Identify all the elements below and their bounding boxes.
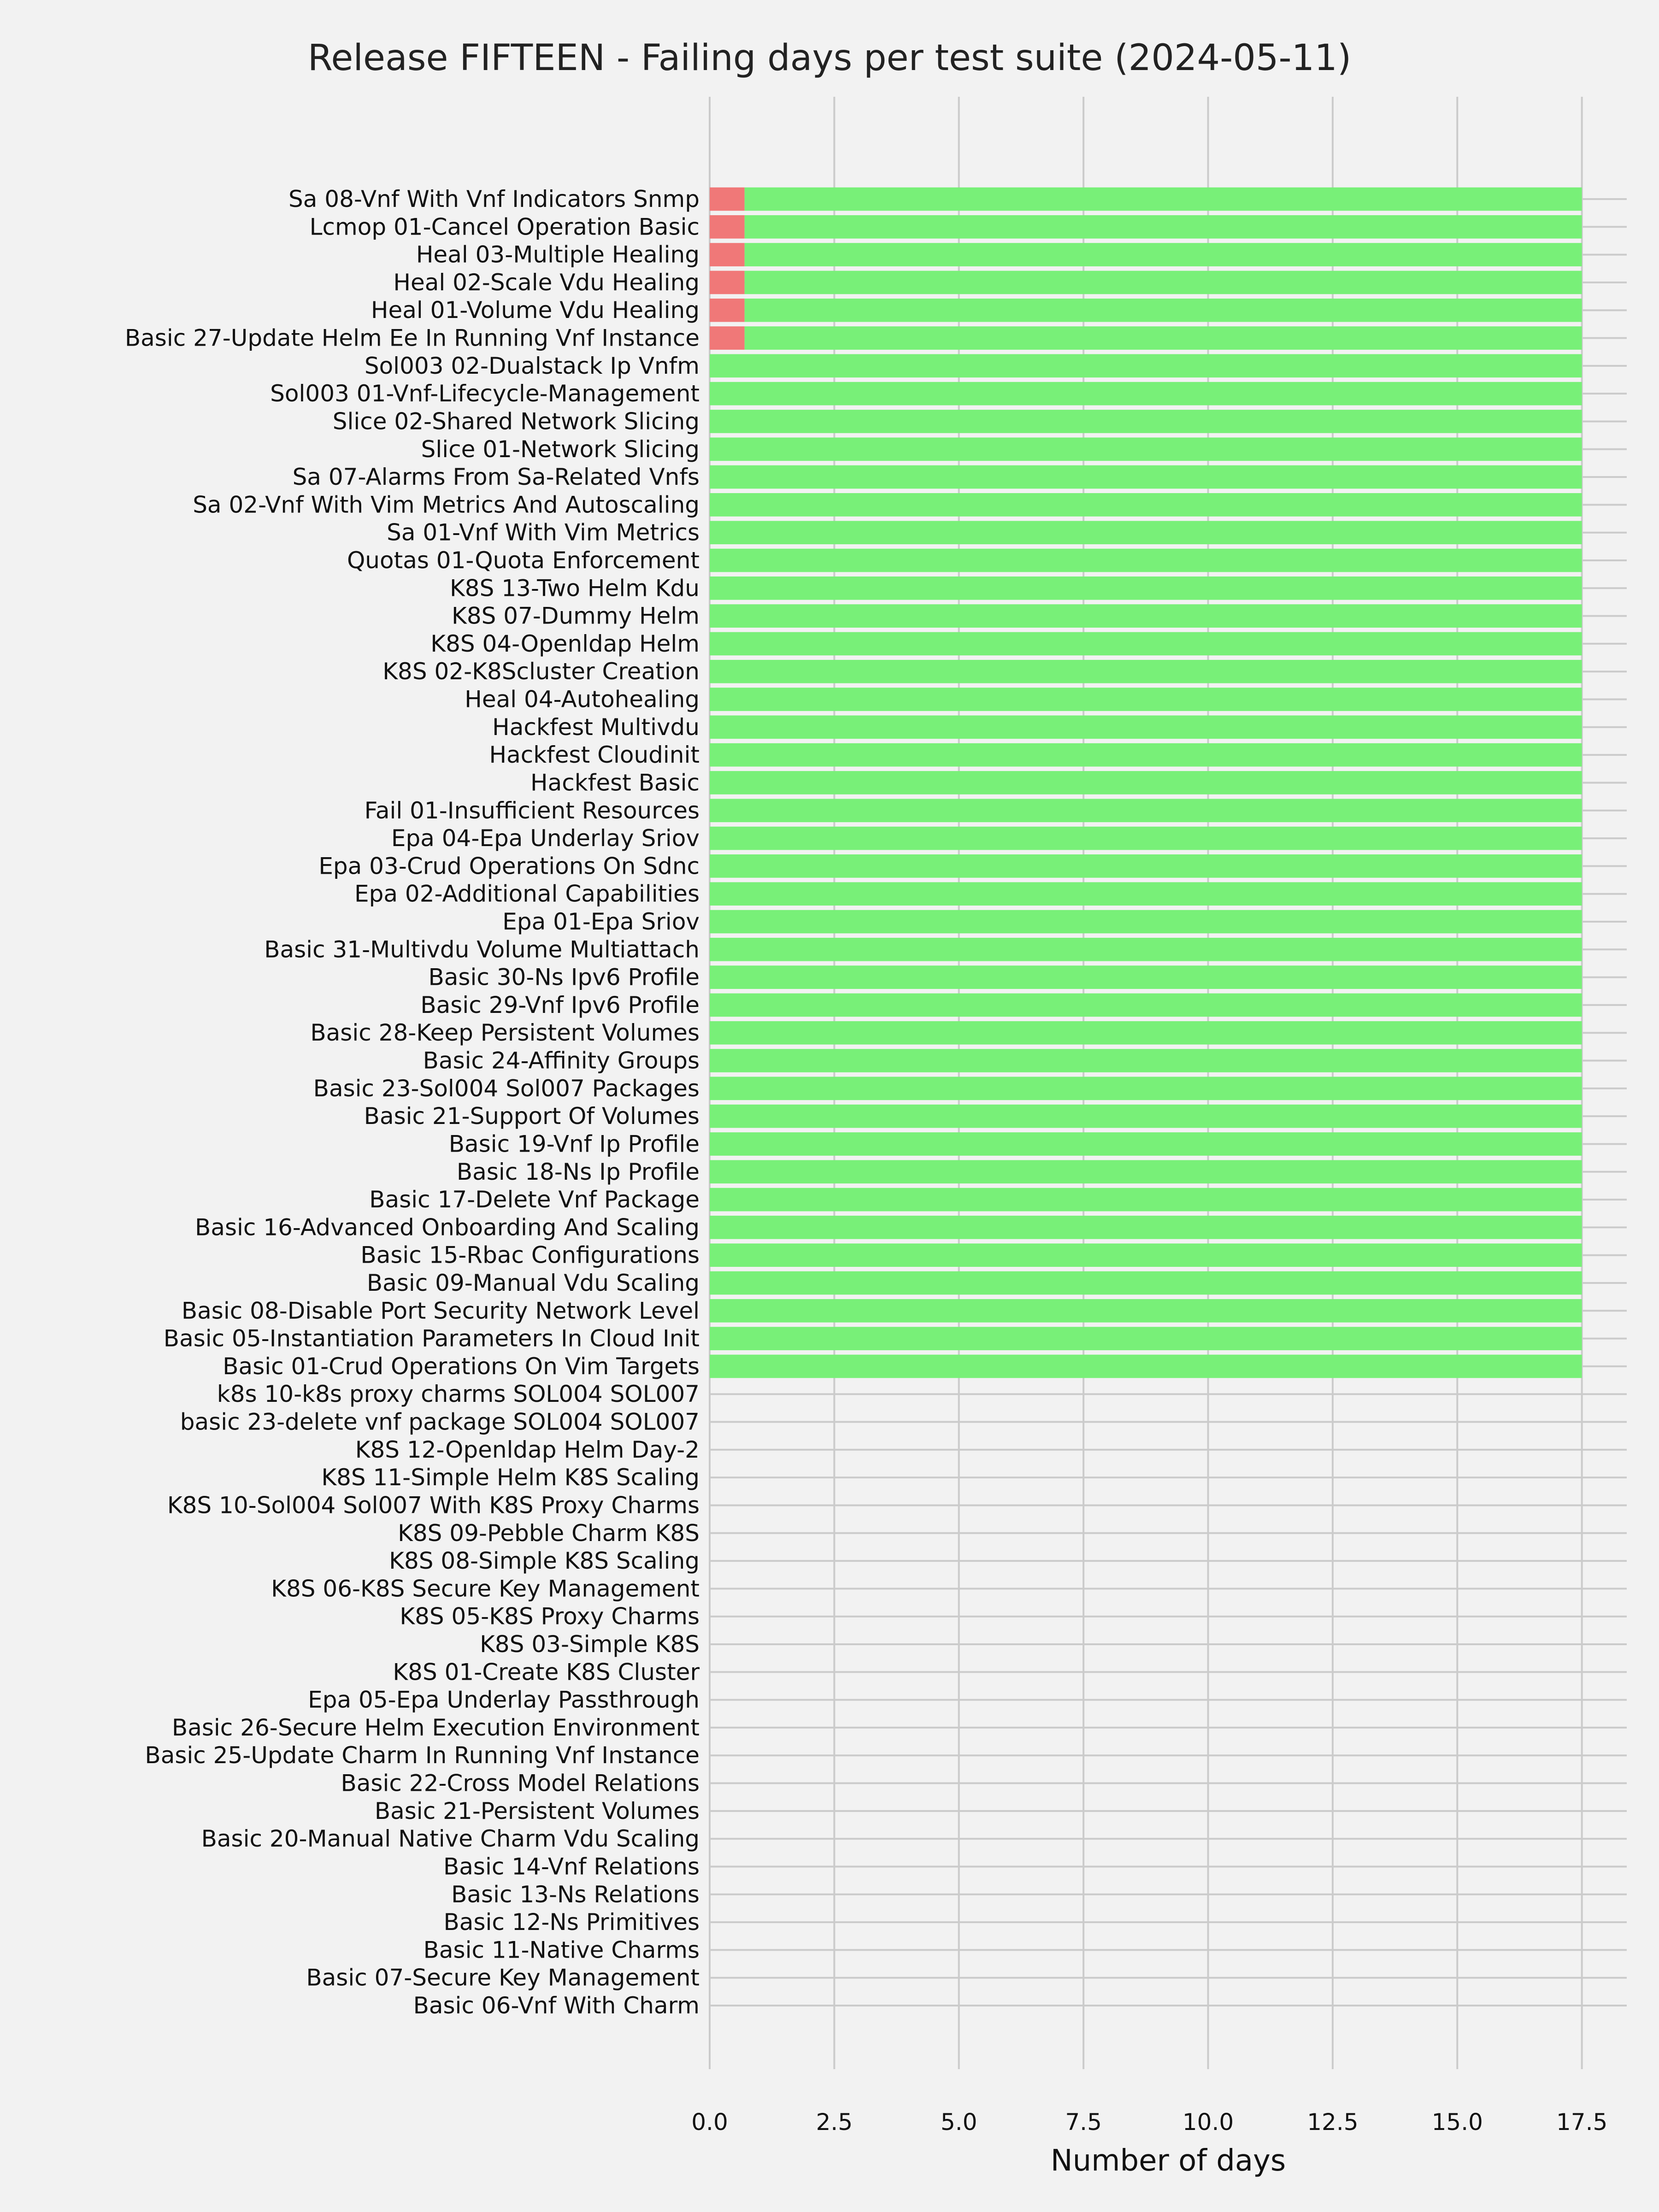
x-tick-label: 12.5 bbox=[1307, 2109, 1359, 2136]
category-label: Basic 19-Vnf Ip Profile bbox=[448, 1130, 700, 1158]
bar-pass bbox=[710, 1327, 1582, 1350]
category-label: Sa 01-Vnf With Vim Metrics bbox=[387, 519, 700, 546]
bar-pass bbox=[710, 660, 1582, 683]
category-label: Basic 07-Secure Key Management bbox=[306, 1964, 700, 1991]
bar-pass bbox=[745, 188, 1582, 211]
bar-pass bbox=[710, 854, 1582, 878]
bar-pass bbox=[710, 437, 1582, 461]
category-label: Heal 04-Autohealing bbox=[465, 686, 700, 713]
chart-title: Release FIFTEEN - Failing days per test suite (2024-05-11) bbox=[307, 37, 1352, 79]
bar-pass bbox=[710, 465, 1582, 489]
category-label: Basic 26-Secure Helm Execution Environment bbox=[171, 1714, 700, 1741]
bar-pass bbox=[710, 827, 1582, 850]
bar-pass bbox=[710, 549, 1582, 572]
bar-pass bbox=[710, 1132, 1582, 1156]
bar-fail bbox=[710, 299, 745, 322]
bar-pass bbox=[710, 910, 1582, 934]
bar-pass bbox=[745, 243, 1582, 266]
category-label: Basic 31-Multivdu Volume Multiattach bbox=[264, 936, 700, 963]
category-label: Epa 03-Crud Operations On Sdnc bbox=[318, 853, 700, 880]
category-label: Heal 02-Scale Vdu Healing bbox=[393, 269, 700, 296]
category-label: Basic 23-Sol004 Sol007 Packages bbox=[313, 1075, 700, 1102]
category-label: Basic 27-Update Helm Ee In Running Vnf Instance bbox=[124, 324, 700, 352]
bar-pass bbox=[710, 632, 1582, 656]
bar-pass bbox=[710, 1049, 1582, 1072]
bar-pass bbox=[710, 1160, 1582, 1183]
category-label: Slice 02-Shared Network Slicing bbox=[332, 408, 700, 435]
bar-pass bbox=[710, 604, 1582, 628]
category-label: Lcmop 01-Cancel Operation Basic bbox=[309, 213, 700, 241]
bar-pass bbox=[710, 1299, 1582, 1323]
x-tick-label: 10.0 bbox=[1182, 2109, 1234, 2136]
category-label: basic 23-delete vnf package SOL004 SOL007 bbox=[180, 1408, 700, 1435]
category-label: Basic 13-Ns Relations bbox=[451, 1881, 700, 1908]
bar-fail bbox=[710, 188, 745, 211]
bar-pass bbox=[710, 1355, 1582, 1378]
bar-pass bbox=[710, 994, 1582, 1017]
category-label: K8S 08-Simple K8S Scaling bbox=[389, 1547, 700, 1575]
x-axis-title: Number of days bbox=[1050, 2144, 1286, 2178]
bar-pass bbox=[710, 743, 1582, 767]
bar-pass bbox=[710, 799, 1582, 822]
category-label: K8S 06-K8S Secure Key Management bbox=[271, 1575, 700, 1602]
bar-fail bbox=[710, 271, 745, 294]
category-label: Basic 11-Native Charms bbox=[423, 1936, 700, 1964]
bar-pass bbox=[710, 1243, 1582, 1267]
bar-fail bbox=[710, 243, 745, 266]
category-label: Sa 07-Alarms From Sa-Related Vnfs bbox=[292, 464, 700, 491]
category-label: Hackfest Basic bbox=[530, 769, 700, 796]
category-label: Hackfest Multivdu bbox=[492, 713, 700, 741]
category-label: Basic 05-Instantiation Parameters In Cloud Init bbox=[163, 1325, 700, 1352]
bar-pass bbox=[710, 771, 1582, 794]
category-label: K8S 12-Openldap Helm Day-2 bbox=[355, 1436, 700, 1463]
category-label: Basic 15-Rbac Configurations bbox=[360, 1241, 700, 1269]
category-label: K8S 01-Create K8S Cluster bbox=[393, 1659, 700, 1686]
bar-pass bbox=[745, 271, 1582, 294]
category-label: Hackfest Cloudinit bbox=[489, 741, 700, 769]
category-label: K8S 07-Dummy Helm bbox=[452, 602, 700, 629]
x-tick-label: 17.5 bbox=[1556, 2109, 1608, 2136]
category-label: Basic 06-Vnf With Charm bbox=[413, 1992, 700, 2019]
bar-pass bbox=[710, 521, 1582, 544]
category-label: Epa 01-Epa Sriov bbox=[502, 908, 700, 935]
category-label: Heal 03-Multiple Healing bbox=[416, 241, 700, 268]
bar-pass bbox=[710, 354, 1582, 378]
x-tick-label: 15.0 bbox=[1431, 2109, 1483, 2136]
bar-pass bbox=[745, 326, 1582, 350]
bar-pass bbox=[710, 716, 1582, 739]
category-label: Basic 28-Keep Persistent Volumes bbox=[310, 1019, 700, 1047]
category-label: K8S 10-Sol004 Sol007 With K8S Proxy Charms bbox=[167, 1492, 700, 1519]
bars-layer bbox=[710, 188, 1582, 1378]
category-label: Epa 02-Additional Capabilities bbox=[354, 880, 700, 907]
bar-pass bbox=[710, 493, 1582, 517]
bar-fail bbox=[710, 326, 745, 350]
category-label: Basic 22-Cross Model Relations bbox=[341, 1770, 700, 1797]
category-label: K8S 09-Pebble Charm K8S bbox=[398, 1519, 700, 1547]
bar-pass bbox=[710, 410, 1582, 433]
x-tick-label: 2.5 bbox=[816, 2109, 853, 2136]
category-label: Heal 01-Volume Vdu Healing bbox=[371, 297, 700, 324]
category-label: Slice 01-Network Slicing bbox=[421, 435, 700, 463]
category-label: Basic 30-Ns Ipv6 Profile bbox=[428, 964, 700, 991]
category-label: Basic 08-Disable Port Security Network Level bbox=[181, 1297, 700, 1324]
bar-pass bbox=[710, 688, 1582, 711]
category-label: Basic 25-Update Charm In Running Vnf Instance bbox=[145, 1742, 700, 1769]
category-label: Basic 14-Vnf Relations bbox=[443, 1853, 700, 1880]
bar-pass bbox=[710, 1021, 1582, 1045]
category-label: Quotas 01-Quota Enforcement bbox=[347, 547, 700, 574]
category-label: Basic 16-Advanced Onboarding And Scaling bbox=[195, 1214, 700, 1241]
x-tick-label: 0.0 bbox=[691, 2109, 728, 2136]
category-label: Basic 01-Crud Operations On Vim Targets bbox=[223, 1353, 700, 1380]
category-label: Basic 24-Affinity Groups bbox=[423, 1047, 700, 1074]
category-label: Basic 29-Vnf Ipv6 Profile bbox=[420, 991, 700, 1018]
category-label: K8S 05-K8S Proxy Charms bbox=[400, 1603, 700, 1630]
category-label: k8s 10-k8s proxy charms SOL004 SOL007 bbox=[217, 1381, 700, 1408]
category-label: Basic 20-Manual Native Charm Vdu Scaling bbox=[201, 1825, 700, 1853]
bar-pass bbox=[710, 882, 1582, 906]
category-label: Fail 01-Insufficient Resources bbox=[364, 797, 700, 824]
category-label: Epa 05-Epa Underlay Passthrough bbox=[308, 1686, 700, 1713]
category-label: Sa 08-Vnf With Vnf Indicators Snmp bbox=[288, 186, 700, 212]
bar-pass bbox=[745, 299, 1582, 322]
category-label: Basic 21-Persistent Volumes bbox=[374, 1797, 700, 1824]
bar-pass bbox=[710, 938, 1582, 961]
bar-pass bbox=[710, 1188, 1582, 1212]
category-label: Basic 18-Ns Ip Profile bbox=[456, 1158, 700, 1185]
category-label: Basic 21-Support Of Volumes bbox=[364, 1103, 700, 1130]
bar-pass bbox=[710, 577, 1582, 600]
category-label: K8S 11-Simple Helm K8S Scaling bbox=[321, 1464, 700, 1491]
bar-fail bbox=[710, 215, 745, 239]
category-label: K8S 04-Openldap Helm bbox=[430, 630, 700, 657]
x-tick-label: 7.5 bbox=[1065, 2109, 1102, 2136]
bar-pass bbox=[710, 965, 1582, 989]
category-label: K8S 02-K8Scluster Creation bbox=[382, 658, 700, 685]
bar-pass bbox=[710, 1271, 1582, 1295]
x-tick-label: 5.0 bbox=[940, 2109, 977, 2136]
category-label: K8S 13-Two Helm Kdu bbox=[449, 575, 700, 602]
category-label: Sol003 02-Dualstack Ip Vnfm bbox=[364, 352, 700, 379]
bar-pass bbox=[710, 1105, 1582, 1128]
bar-pass bbox=[710, 1077, 1582, 1100]
category-label: Sa 02-Vnf With Vim Metrics And Autoscaling bbox=[193, 491, 700, 518]
bar-pass bbox=[710, 382, 1582, 406]
category-label: Basic 12-Ns Primitives bbox=[443, 1909, 700, 1936]
category-label: Epa 04-Epa Underlay Sriov bbox=[391, 825, 700, 852]
bar-pass bbox=[710, 1216, 1582, 1239]
category-label: Sol003 01-Vnf-Lifecycle-Management bbox=[270, 380, 700, 407]
bar-pass bbox=[745, 215, 1582, 239]
category-label: K8S 03-Simple K8S bbox=[480, 1631, 700, 1658]
category-label: Basic 09-Manual Vdu Scaling bbox=[366, 1270, 700, 1296]
category-label: Basic 17-Delete Vnf Package bbox=[369, 1186, 700, 1213]
